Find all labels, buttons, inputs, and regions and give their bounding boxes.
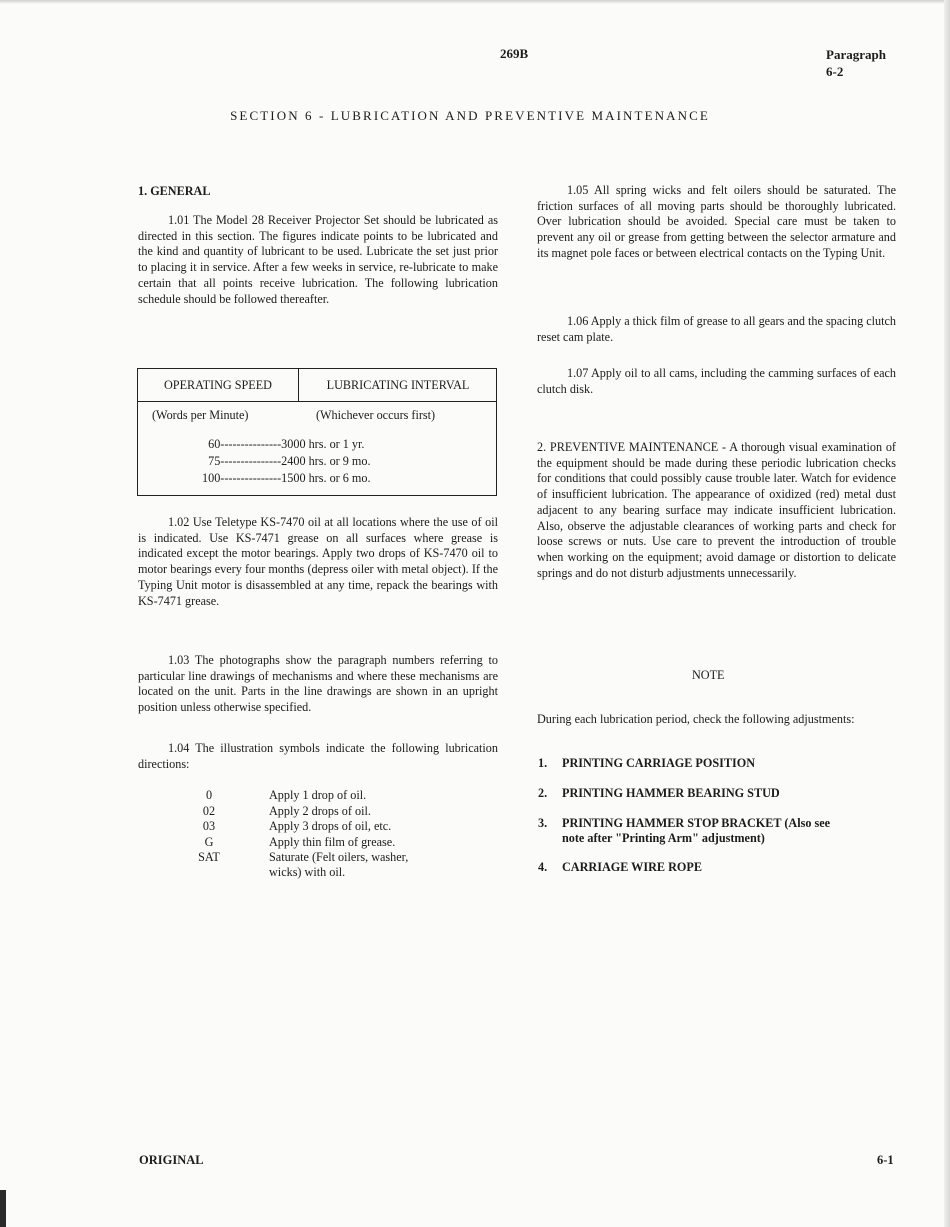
paragraph-2-text: 2. PREVENTIVE MAINTENANCE - A thorough visual examination of the equipment should be made during these periodic lubrication checks for conditions that could possibly cause trouble later. Watch for evidence of insufficient lubrication. The appearance of oxidized (red) metal dust adjacent to any bearing surface may indicate insufficient lubrication. Also, observe the adjustable clearances of working parts and check for loose screws or nuts. Use care to prevent the introduction of trouble when working on the equipment; avoid damage or distortion to delicate springs and do not disturb adjustments unnecessarily.	[537, 440, 896, 580]
page-top-shadow	[0, 0, 950, 4]
list-item-text: PRINTING HAMMER BEARING STUD	[562, 786, 780, 800]
paragraph-ref	[826, 46, 886, 80]
symbol-code: 0	[205, 788, 213, 802]
symbol-code: 03	[202, 819, 216, 833]
table-divider-horizontal	[138, 401, 496, 402]
symbol-description: wicks) with oil.	[269, 865, 346, 879]
paragraph-1-03	[138, 653, 498, 716]
table-row: 100---------------1500 hrs. or 6 mo.	[202, 471, 371, 485]
paragraph-1-02-text: 1.02 Use Teletype KS-7470 oil at all locations where the use of oil is indicated. Use KS-7471 grease on all surfaces where grease is indicated except the motor bearings. Apply two drops of KS-7470 oil to motor bearings every four months (depress oiler with metal object). If the Typing Unit motor is disassembled at any time, repack the bearings with KS-7471 grease.	[138, 515, 498, 608]
symbol-description: Apply 2 drops of oil.	[269, 804, 371, 818]
paragraph-1-01-text: 1.01 The Model 28 Receiver Projector Set should be lubricated as directed in this section. The figures indicate points to be lubricated and the kind and quantity of lubricant to be used. Lubricate the set just prior to placing it in service. After a few weeks in service, re-lubricate to make certain that all points receive lubrication. The following lubrication schedule should be followed thereafter.	[138, 213, 498, 306]
paragraph-1-05-text: 1.05 All spring wicks and felt oilers should be saturated. The friction surfaces of all moving parts should be thoroughly lubricated. Over lubrication should be avoided. Special care must be taken to prevent any oil or grease from getting between the selector armature and its magnet pole faces or between electrical contacts on the Typing Unit.	[537, 183, 896, 260]
list-item-text: PRINTING HAMMER STOP BRACKET (Also see	[562, 816, 831, 830]
table-subheader-whichever-first: (Whichever occurs first)	[316, 408, 436, 422]
table-header-operating-speed: OPERATING SPEED	[163, 378, 272, 392]
general-heading: 1. GENERAL	[138, 184, 211, 198]
list-item	[538, 860, 702, 876]
lubrication-table	[137, 368, 497, 496]
list-item-text: PRINTING CARRIAGE POSITION	[562, 756, 755, 770]
page-right-edge	[944, 0, 950, 1227]
paragraph-1-06-text: 1.06 Apply a thick film of grease to all gears and the spacing clutch reset cam plate.	[537, 314, 896, 344]
list-item-number: 4.	[538, 860, 548, 874]
note-intro-text: During each lubrication period, check the following adjustments:	[537, 712, 855, 726]
paragraph-1-03-text: 1.03 The photographs show the paragraph numbers referring to particular line drawings of mechanisms and where these mechanisms are located on the unit. Parts in the line drawings are shown in an upright position unless otherwise specified.	[138, 653, 498, 715]
symbol-code: 02	[202, 804, 216, 818]
table-row: 75---------------2400 hrs. or 9 mo.	[202, 454, 371, 468]
paragraph-1-06	[537, 314, 896, 345]
footer-page-number: 6-1	[877, 1153, 894, 1167]
list-item	[538, 756, 755, 772]
symbol-description: Apply 3 drops of oil, etc.	[269, 819, 392, 833]
paragraph-1-02	[138, 515, 498, 609]
paragraph-label: Paragraph	[826, 47, 886, 62]
paragraph-1-04-text: 1.04 The illustration symbols indicate the following lubrication directions:	[138, 741, 498, 771]
symbol-description: Saturate (Felt oilers, washer,	[269, 850, 409, 864]
paragraph-1-01	[138, 213, 498, 307]
note-intro	[537, 712, 896, 728]
table-header-lubricating-interval: LUBRICATING INTERVAL	[326, 378, 470, 392]
paragraph-1-07-text: 1.07 Apply oil to all cams, including the camming surfaces of each clutch disk.	[537, 366, 896, 396]
paragraph-1-04	[138, 741, 498, 772]
symbol-description: Apply 1 drop of oil.	[269, 788, 367, 802]
note-heading: NOTE	[692, 668, 725, 682]
general-heading-block	[138, 184, 498, 200]
list-item-text: CARRIAGE WIRE ROPE	[562, 860, 702, 874]
paragraph-number: 6-2	[826, 64, 844, 79]
list-item-text: note after "Printing Arm" adjustment)	[562, 831, 765, 845]
symbol-code: G	[204, 835, 214, 849]
list-item	[538, 816, 830, 832]
list-item	[538, 786, 780, 802]
footer-original: ORIGINAL	[139, 1153, 204, 1167]
table-divider-vertical	[298, 369, 299, 401]
table-subheader-words-per-minute: (Words per Minute)	[152, 408, 249, 422]
list-item-number: 1.	[538, 756, 548, 770]
table-row: 60---------------3000 hrs. or 1 yr.	[202, 437, 365, 451]
symbol-code: SAT	[198, 850, 220, 864]
section-title: SECTION 6 - LUBRICATION AND PREVENTIVE MAINTENANCE	[230, 108, 710, 123]
symbol-description: Apply thin film of grease.	[269, 835, 396, 849]
list-item-number: 3.	[538, 816, 548, 830]
list-item-number: 2.	[538, 786, 548, 800]
paragraph-2-preventive-maintenance	[537, 440, 896, 581]
paragraph-1-05	[537, 183, 896, 262]
list-item	[538, 831, 765, 847]
paragraph-1-07	[537, 366, 896, 397]
page-left-binding-mark	[0, 1190, 6, 1227]
doc-number: 269B	[500, 46, 529, 61]
